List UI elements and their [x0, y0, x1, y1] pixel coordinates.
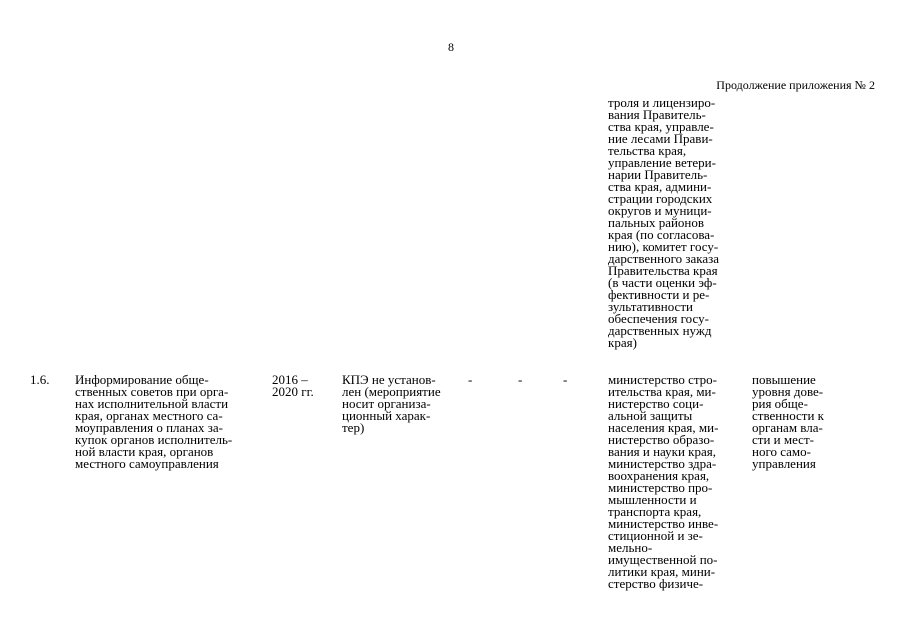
text-line: имущественной по-	[608, 552, 718, 567]
text-line: министерство стро-	[608, 372, 718, 387]
text-line: альной защиты	[608, 408, 693, 423]
page-number: 8	[448, 40, 454, 54]
text-line: дарственных нужд	[608, 323, 712, 338]
text-line: страции городских	[608, 191, 713, 206]
text-line: вания Правитель-	[608, 107, 706, 122]
text-line: носит организа-	[342, 396, 431, 411]
text-line: края, органах местного са-	[75, 408, 223, 423]
value-cell-3: -	[563, 372, 568, 387]
text-line: органам вла-	[752, 420, 823, 435]
text-line: дарственного заказа	[608, 251, 720, 266]
text-line: ственных советов при орга-	[75, 384, 229, 399]
text-line: (в части оценки эф-	[608, 275, 717, 290]
text-line: мышленности и	[608, 492, 697, 507]
text-line: ственности к	[752, 408, 824, 423]
kpe-indicator	[342, 374, 441, 434]
text-line: ства края, управле-	[608, 119, 714, 134]
text-line: повышение	[752, 372, 816, 387]
text-line: Правительства края	[608, 263, 718, 278]
executors	[608, 374, 718, 590]
text-line: 2016 –	[272, 372, 308, 387]
measure-name	[75, 374, 232, 470]
text-line: управление ветери-	[608, 155, 716, 170]
text-line: нистерство соци-	[608, 396, 704, 411]
text-line: местного самоуправления	[75, 456, 219, 471]
text-line: ние лесами Прави-	[608, 131, 713, 146]
text-line: края)	[608, 335, 637, 350]
text-line: купок органов исполнитель-	[75, 432, 233, 447]
row-number: 1.6.	[30, 372, 50, 387]
period	[272, 374, 314, 398]
text-line: тельства края,	[608, 143, 687, 158]
text-line: Информирование обще-	[75, 372, 209, 387]
text-line: министерство инве-	[608, 516, 719, 531]
text-line: пальных районов	[608, 215, 705, 230]
text-line: обеспечения госу-	[608, 311, 709, 326]
text-line: населения края, ми-	[608, 420, 719, 435]
text-line: нию), комитет госу-	[608, 239, 719, 254]
previous-row-executors	[608, 97, 719, 349]
value-cell-2: -	[518, 372, 523, 387]
text-line: нарии Правитель-	[608, 167, 708, 182]
value-cell-1: -	[468, 372, 473, 387]
text-line: моуправления о планах за-	[75, 420, 224, 435]
expected-result	[752, 374, 824, 470]
text-line: края (по согласова-	[608, 227, 715, 242]
text-line: вания и науки края,	[608, 444, 716, 459]
text-line: ительства края, ми-	[608, 384, 716, 399]
text-line: министерство про-	[608, 480, 713, 495]
text-line: троля и лицензиро-	[608, 95, 716, 110]
text-line: стерство физиче-	[608, 576, 704, 591]
text-line: тер)	[342, 420, 365, 435]
text-line: ной власти края, органов	[75, 444, 214, 459]
text-line: воохранения края,	[608, 468, 710, 483]
text-line: министерство здра-	[608, 456, 717, 471]
text-line: КПЭ не установ-	[342, 372, 436, 387]
text-line: мельно-	[608, 540, 653, 555]
text-line: нистерство образо-	[608, 432, 715, 447]
text-line: стиционной и зе-	[608, 528, 703, 543]
text-line: нах исполнительной власти	[75, 396, 229, 411]
text-line: управления	[752, 456, 816, 471]
text-line: зультативности	[608, 299, 693, 314]
text-line: 2020 гг.	[272, 384, 314, 399]
text-line: ного само-	[752, 444, 811, 459]
text-line: сти и мест-	[752, 432, 814, 447]
text-line: ства края, админи-	[608, 179, 712, 194]
text-line: округов и муници-	[608, 203, 712, 218]
continuation-label: Продолжение приложения № 2	[716, 78, 875, 92]
text-line: литики края, мини-	[608, 564, 716, 579]
text-line: уровня дове-	[752, 384, 824, 399]
text-line: транспорта края,	[608, 504, 702, 519]
text-line: ционный харак-	[342, 408, 431, 423]
text-line: фективности и ре-	[608, 287, 710, 302]
text-line: лен (мероприятие	[342, 384, 441, 399]
text-line: рия обще-	[752, 396, 808, 411]
